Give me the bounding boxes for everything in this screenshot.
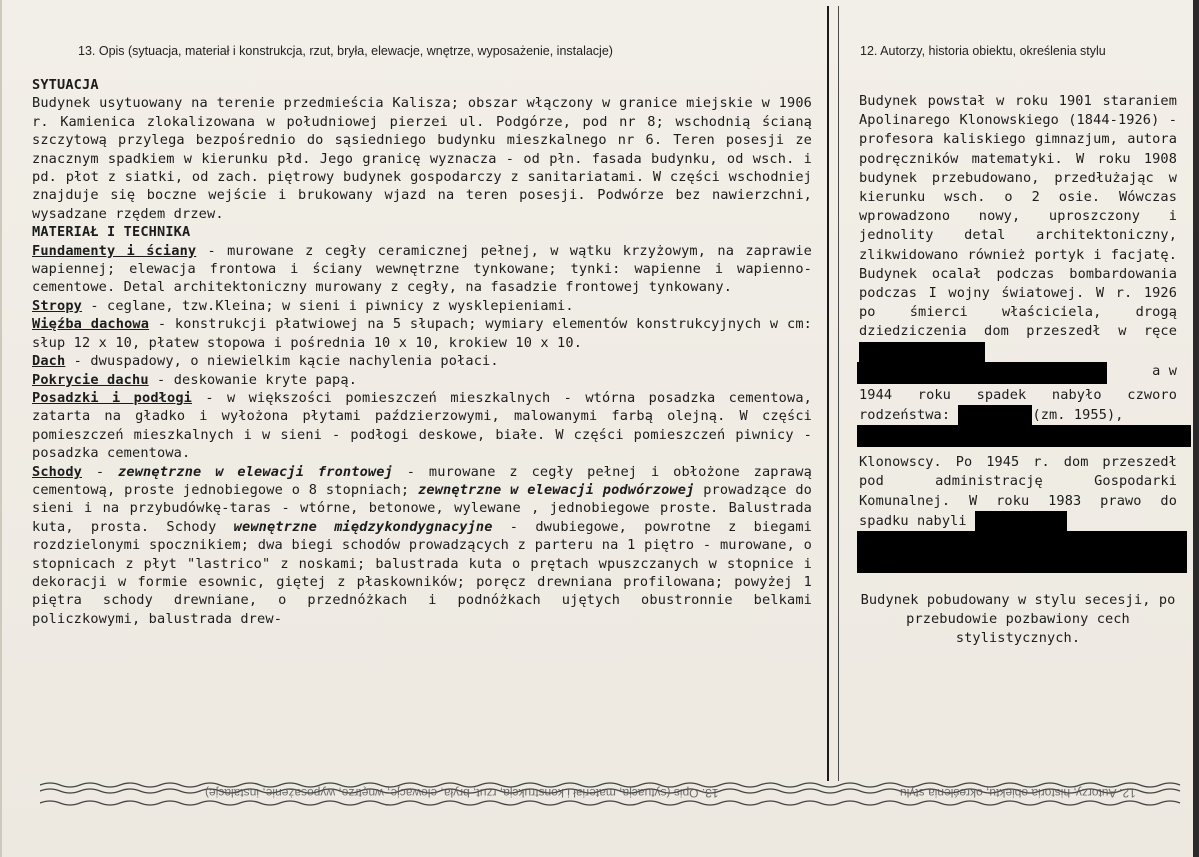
floors-text: - w większości pomieszczeń mieszkalnych - wtórna posadzka cementowa, zatarta na gładko i wyłożona płytami paździerzowymi, malowanymi farbą olejną. W części pomieszczeń mieszkalnych i w sieni - podłogi deskowe, białe. W części pomieszczeń piwnicy - posadzka cementowa. <box>32 389 812 462</box>
stairs-text-4: - dwubiegowe, powrotne z biegami rozdzielonymi spocznikiem; dwa biegi schodów prowadzących z parteru na 1 piętro - murowane, o stopnicach z płyt "lastrico" z noskami; balustrada kuta o prętach wpuszczanych w stopnice i dekoracji w formie esownic, giętej z płaskowników; poręcz drewniana profilowana; powyżej 1 piętra schody drewniane, o przednóżkach i podnóżkach ujętych obustronnie belkami policzkowymi, balustrada drew- <box>32 518 812 627</box>
style-paragraph: Budynek pobudowany w stylu secesji, po przebudowie pozbawiony cech stylistycznych. <box>860 592 1176 647</box>
heirs-note: (zm. 1955), <box>1032 407 1124 424</box>
roof-label: Dach <box>32 353 66 370</box>
mirrored-header-left: 13. Opis (sytuacja, materiał i konstrukcja, rzut, bryła, elewacje, wnętrze, wyposażenie, instalacje) <box>205 786 719 800</box>
roof-truss-text: - konstrukcji płatwiowej na 5 słupach; wymiary elementów konstrukcyjnych w cm: słup 12 x 10, płatew stopowa i pośrednia 10 x 10, krokiew 10 x 10. <box>32 316 812 351</box>
ceilings-paragraph <box>32 297 812 315</box>
history-cont-a: a w <box>1152 362 1177 379</box>
foundations-label: Fundamenty i ściany <box>32 242 197 259</box>
admin-paragraph <box>859 453 1177 531</box>
stairs-text-3: prowadzące do sieni i na przybudówkę-taras - wtórne, betonowe, wylewane , jednobiegowe proste. Balustrada kuta, prosta. Schody <box>32 481 812 535</box>
admin-text: Klonowscy. Po 1945 r. dom przeszedł pod administrację Gospodarki Komunalnej. W roku 1983 prawo do spadku nabyli <box>859 454 1177 529</box>
roofing-label: Pokrycie dachu <box>32 371 149 388</box>
right-column-header: 12. Autorzy, historia obiektu, określenia stylu <box>860 44 1106 58</box>
left-column-header: 13. Opis (sytuacja, materiał i konstrukcja, rzut, bryła, elewacje, wnętrze, wyposażenie, instalacje) <box>78 44 613 58</box>
heirs-text: 1944 roku spadek nabyło czworo rodzeństwa: <box>859 386 1177 424</box>
mirrored-header-right: 12. Autorzy, historia obiektu, określenia stylu <box>900 786 1136 800</box>
history-column <box>859 92 1177 649</box>
card-edge <box>1193 0 1199 857</box>
column-divider <box>827 6 829 781</box>
redacted-names-block <box>857 531 1187 573</box>
situation-heading: SYTUACJA <box>32 77 99 93</box>
roof-text: - dwuspadowy, o niewielkim kącie nachylenia połaci. <box>65 353 499 370</box>
ceilings-label: Stropy <box>32 297 83 314</box>
roof-truss-label: Więźba dachowa <box>32 316 150 333</box>
foundations-paragraph <box>32 242 812 297</box>
stairs-paragraph <box>32 463 812 629</box>
redacted-name <box>975 511 1067 531</box>
roofing-text: - deskowanie kryte papą. <box>148 371 358 388</box>
redacted-names-block <box>857 425 1191 447</box>
roofing-paragraph <box>32 371 812 389</box>
stairs-emph-internal: wewnętrzne międzykondygnacyjne <box>233 518 493 535</box>
floors-label: Posadzki i podłogi <box>32 389 192 406</box>
stairs-text-2: - murowane z cegły pełnej i obłożone zaprawą cementową, proste jednobiegowe o 8 stopniach; <box>32 463 812 498</box>
ceilings-text: - ceglane, tzw.Kleina; w sieni i piwnicy z wysklepieniami. <box>82 297 574 314</box>
material-heading: MATERIAŁ I TECHNIKA <box>32 224 191 241</box>
description-column <box>32 76 812 628</box>
floors-paragraph <box>32 389 812 463</box>
history-paragraph <box>859 92 1177 362</box>
redacted-name <box>857 362 1107 384</box>
stairs-emph-yard: zewnętrzne w elewacji podwórzowej <box>418 481 695 498</box>
heirs-paragraph <box>859 386 1177 425</box>
stairs-text-1: - <box>82 463 119 480</box>
column-divider-secondary <box>838 6 839 781</box>
roof-paragraph <box>32 352 812 370</box>
redacted-name <box>958 405 1032 425</box>
history-text: Budynek powstał w roku 1901 staraniem Apolinarego Klonowskiego (1844-1926) - profesora kaliskiego gimnazjum, autora podręczników matematyki. W roku 1908 budynek przebudowano, przedłużając w kierunku wsch. o 2 osie. Wówczas wprowadzono nowy, uproszczony i jednolity detal architektoniczny, zlikwidowano również portyk i facjatę. Budynek ocalał podczas bombardowania podczas I wojny światowej. W r. 1926 po śmierci właściciela, drogą dziedziczenia dom przeszedł w ręce <box>859 93 1177 340</box>
stairs-emph-front: zewnętrzne w elewacji frontowej <box>118 463 393 480</box>
foundations-text: - murowane z cegły ceramicznej pełnej, w wątku krzyżowym, na zaprawie wapiennej; elewacja frontowa i ściany wewnętrzne tynkowane; tynki: wapienne i wapienno-cementowe. Detal architektoniczny murowany z cegły, na fasadzie frontowej tynkowany. <box>32 242 812 296</box>
redacted-name <box>859 342 985 362</box>
roof-truss-paragraph <box>32 315 812 352</box>
stairs-label: Schody <box>32 463 83 480</box>
situation-text: Budynek usytuowany na terenie przedmieścia Kalisza; obszar włączony w granice miejskie w 1906 r. Kamienica zlokalizowana w południowej pierzei ul. Podgórze, pod nr 8; wschodnią ścianą szczytową przylega bezpośrednio do sąsiedniego budynku mieszkalnego nr 6. Teren posesji ze znacznym spadkiem w kierunku płd. Jego granicę wyznacza - od płn. fasada budynku, od wsch. i pd. płot z siatki, od zach. piętrowy budynek gospodarczy z sanitariatami. W części wschodniej znajduje się boczne wejście i brukowany wjazd na teren posesji. Podwórze bez nawierzchni, wysadzane rzędem drzew. <box>32 95 812 222</box>
